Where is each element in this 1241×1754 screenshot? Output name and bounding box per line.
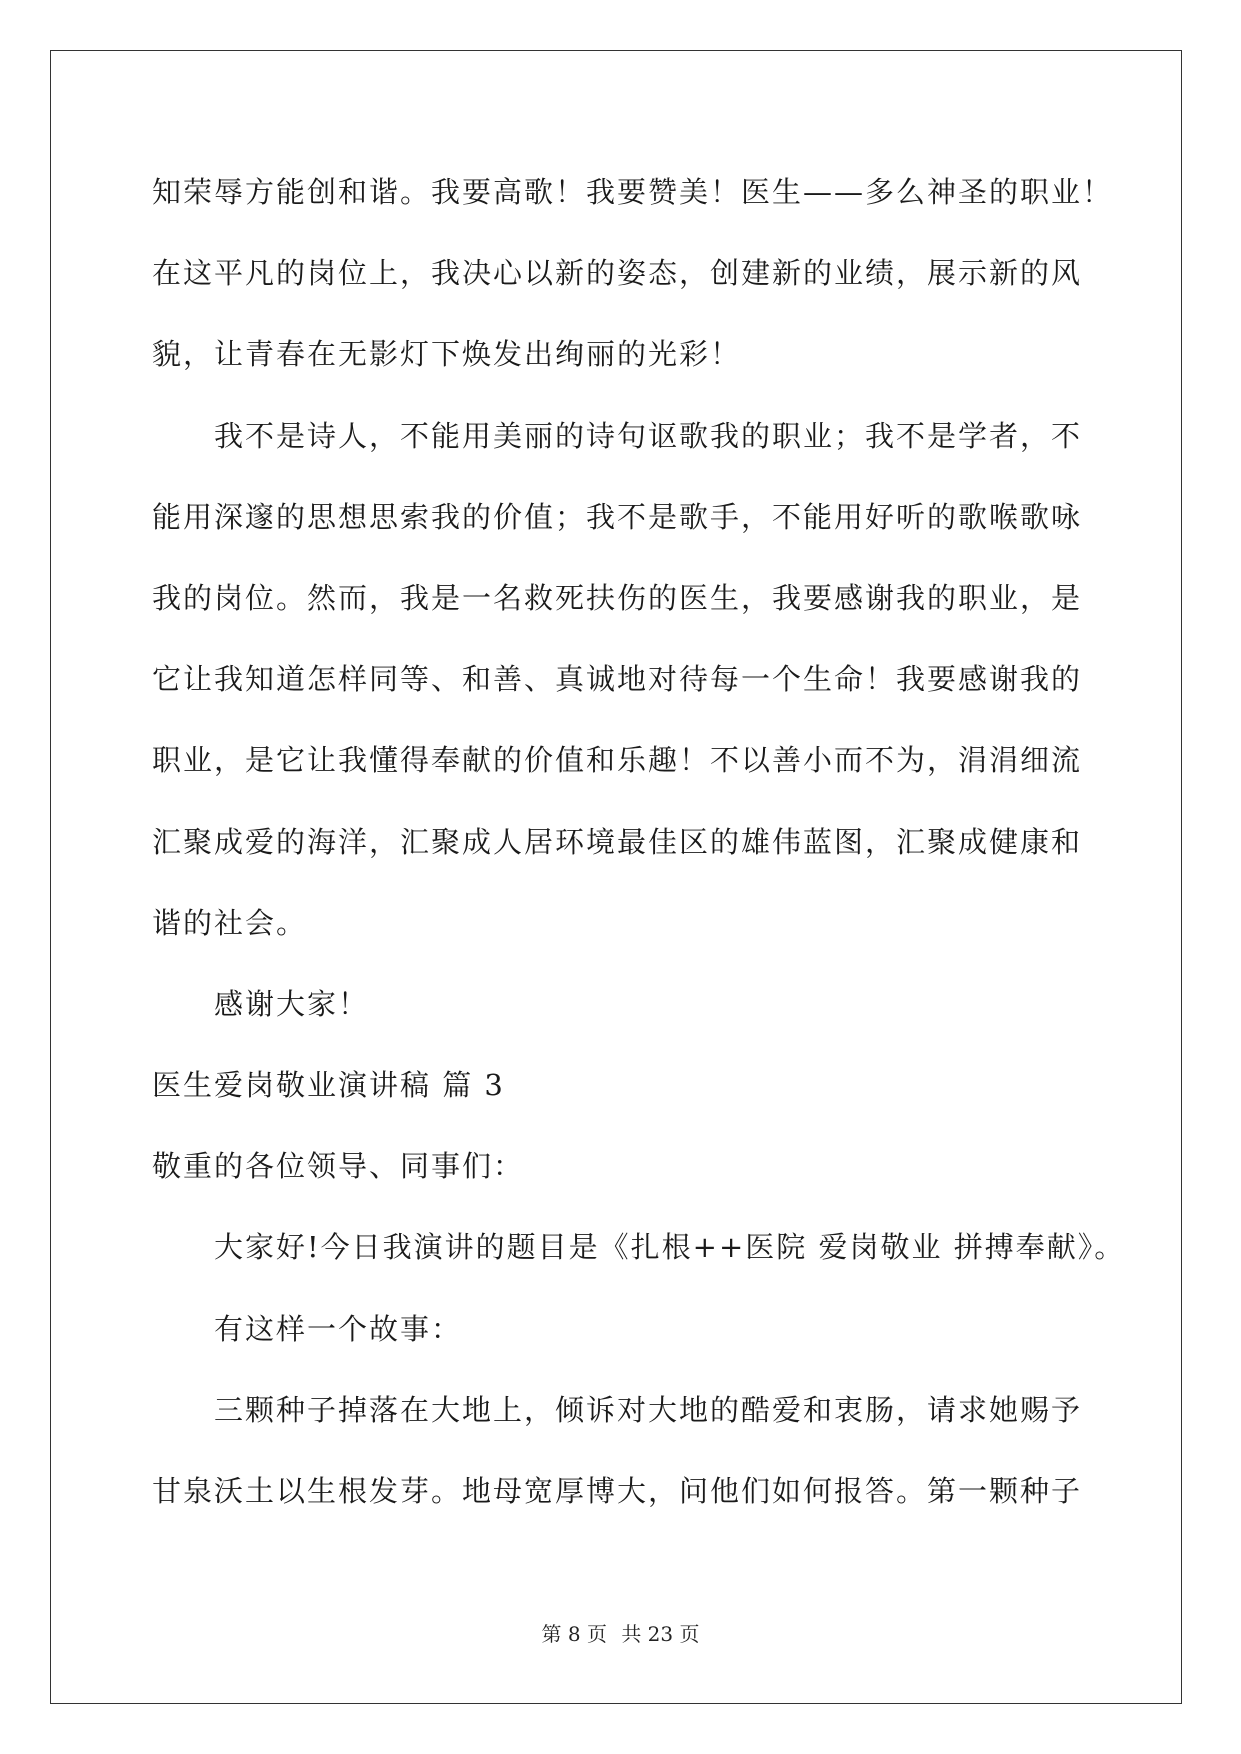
text-line: 汇聚成爱的海洋，汇聚成人居环境最佳区的雄伟蓝图，汇聚成健康和 — [152, 824, 1083, 859]
salutation: 敬重的各位领导、同事们： — [152, 1149, 525, 1184]
text-line: 知荣辱方能创和谐。我要高歌！我要赞美！医生——多么神圣的职业！ — [152, 175, 1114, 209]
text-line: 貌，让青春在无影灯下焕发出绚丽的光彩！ — [152, 337, 742, 372]
paragraph-start: 有这样一个故事： — [214, 1311, 463, 1346]
text-line: 甘泉沃土以生根发芽。地母宽厚博大，问他们如何报答。第一颗种子 — [152, 1474, 1083, 1508]
page-footer — [0, 1618, 1241, 1647]
text-line: 谐的社会。 — [152, 905, 308, 940]
paragraph-start: 三颗种子掉落在大地上，倾诉对大地的酷爱和衷肠，请求她赐予 — [214, 1392, 1083, 1427]
text-line: 它让我知道怎样同等、和善、真诚地对待每一个生命！我要感谢我的 — [152, 662, 1083, 697]
text-line: 职业，是它让我懂得奉献的价值和乐趣！不以善小而不为，涓涓细流 — [152, 743, 1083, 778]
text-line: 在这平凡的岗位上，我决心以新的姿态，创建新的业绩，展示新的风 — [152, 256, 1083, 291]
page-number: 第 8 页 — [541, 1622, 607, 1646]
text-line: 我的岗位。然而，我是一名救死扶伤的医生，我要感谢我的职业，是 — [152, 580, 1083, 615]
page-total: 共 23 页 — [621, 1622, 700, 1646]
paragraph-start: 我不是诗人，不能用美丽的诗句讴歌我的职业；我不是学者，不 — [214, 418, 1083, 453]
closing-line: 感谢大家！ — [214, 986, 370, 1021]
paragraph-start: 大家好!今日我演讲的题目是《扎根++医院 爱岗敬业 拼搏奉献》。 — [214, 1230, 1126, 1265]
section-heading: 医生爱岗敬业演讲稿 篇 3 — [152, 1068, 505, 1103]
text-line: 能用深邃的思想思索我的价值；我不是歌手，不能用好听的歌喉歌咏 — [152, 499, 1083, 534]
document-body — [152, 160, 1126, 1540]
